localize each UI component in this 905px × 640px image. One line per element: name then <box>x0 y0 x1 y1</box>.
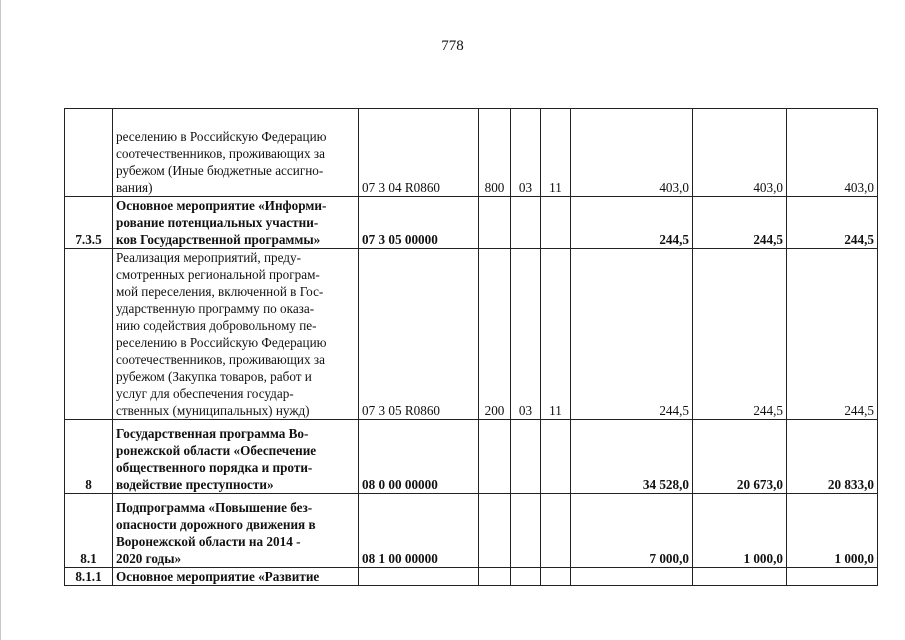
subsection-cell <box>541 494 571 568</box>
budget-table <box>64 108 878 586</box>
item-name-line: ударственную программу по оказа- <box>116 301 315 316</box>
subsection-cell <box>541 420 571 494</box>
item-name-cell <box>113 109 359 197</box>
item-name-line: Реализация мероприятий, преду- <box>116 250 301 265</box>
item-name-line: 2020 годы» <box>116 551 182 566</box>
amount-cell: 403,0 <box>571 109 693 197</box>
item-name-cell <box>113 197 359 249</box>
item-name-line: нию содействия добровольному пе- <box>116 318 317 333</box>
amount-cell: 244,5 <box>571 197 693 249</box>
subsection-cell <box>541 568 571 586</box>
section-cell <box>511 420 541 494</box>
item-name-line: рубежом (Иные бюджетные ассигно- <box>116 163 324 178</box>
item-name-line: Воронежской области на 2014 - <box>116 534 301 549</box>
amount-cell: 7 000,0 <box>571 494 693 568</box>
item-name-line: услуг для обеспечения государ- <box>116 386 294 401</box>
amount-cell <box>787 568 878 586</box>
row-number-cell: 8.1 <box>65 494 113 568</box>
amount-cell <box>571 568 693 586</box>
scan-edge <box>0 0 1 640</box>
section-cell: 03 <box>511 249 541 420</box>
table-row <box>65 249 878 420</box>
target-code-cell: 07 3 04 R0860 <box>359 109 479 197</box>
item-name-line: ронежской области «Обеспечение <box>116 443 317 458</box>
section-cell <box>511 197 541 249</box>
row-number-cell: 7.3.5 <box>65 197 113 249</box>
item-name-cell <box>113 568 359 586</box>
item-name-cell <box>113 420 359 494</box>
table-row <box>65 420 878 494</box>
item-name-line: водействие преступности» <box>116 477 274 492</box>
row-number-cell <box>65 109 113 197</box>
amount-cell: 244,5 <box>693 197 787 249</box>
amount-cell: 244,5 <box>571 249 693 420</box>
amount-cell: 1 000,0 <box>787 494 878 568</box>
item-name-line: Подпрограмма «Повышение без- <box>116 500 313 515</box>
page-number: 778 <box>441 38 464 54</box>
amount-cell: 1 000,0 <box>693 494 787 568</box>
table-row <box>65 494 878 568</box>
amount-cell: 244,5 <box>787 249 878 420</box>
amount-cell: 20 833,0 <box>787 420 878 494</box>
table-row <box>65 568 878 586</box>
item-name-line: общественного порядка и проти- <box>116 460 313 475</box>
item-name-line: соотечественников, проживающих за <box>116 146 325 161</box>
item-name-line: ственных (муниципальных) нужд) <box>116 403 310 418</box>
item-name-line: опасности дорожного движения в <box>116 517 316 532</box>
item-name-line: соотечественников, проживающих за <box>116 352 325 367</box>
target-code-cell <box>359 568 479 586</box>
item-name-line: Государственная программа Во- <box>116 426 309 441</box>
target-code-cell: 07 3 05 00000 <box>359 197 479 249</box>
row-number-cell <box>65 249 113 420</box>
row-number-cell: 8.1.1 <box>65 568 113 586</box>
amount-cell: 403,0 <box>693 109 787 197</box>
amount-cell: 403,0 <box>787 109 878 197</box>
target-code-cell: 07 3 05 R0860 <box>359 249 479 420</box>
item-name-line: мой переселения, включенной в Гос- <box>116 284 324 299</box>
subsection-cell: 11 <box>541 109 571 197</box>
item-name-line: рубежом (Закупка товаров, работ и <box>116 369 312 384</box>
subsection-cell: 11 <box>541 249 571 420</box>
item-name-line: Основное мероприятие «Развитие <box>116 569 320 584</box>
section-cell <box>511 568 541 586</box>
amount-cell: 244,5 <box>693 249 787 420</box>
target-code-cell: 08 0 00 00000 <box>359 420 479 494</box>
item-name-cell <box>113 494 359 568</box>
item-name-line: смотренных региональной програм- <box>116 267 320 282</box>
amount-cell: 244,5 <box>787 197 878 249</box>
item-name-line: рование потенциальных участни- <box>116 215 319 230</box>
item-name-line: Основное мероприятие «Информи- <box>116 198 327 213</box>
section-cell: 03 <box>511 109 541 197</box>
section-cell <box>511 494 541 568</box>
expense-type-cell <box>479 197 511 249</box>
item-name-line: вания) <box>116 180 153 195</box>
item-name-line: ков Государственной программы» <box>116 232 321 247</box>
item-name-line: реселению в Российскую Федерацию <box>116 129 327 144</box>
amount-cell: 34 528,0 <box>571 420 693 494</box>
item-name-line: реселению в Российскую Федерацию <box>116 335 327 350</box>
amount-cell: 20 673,0 <box>693 420 787 494</box>
table-row <box>65 109 878 197</box>
expense-type-cell <box>479 568 511 586</box>
expense-type-cell: 200 <box>479 249 511 420</box>
item-name-cell <box>113 249 359 420</box>
subsection-cell <box>541 197 571 249</box>
expense-type-cell <box>479 494 511 568</box>
target-code-cell: 08 1 00 00000 <box>359 494 479 568</box>
table-row <box>65 197 878 249</box>
expense-type-cell <box>479 420 511 494</box>
row-number-cell: 8 <box>65 420 113 494</box>
amount-cell <box>693 568 787 586</box>
expense-type-cell: 800 <box>479 109 511 197</box>
